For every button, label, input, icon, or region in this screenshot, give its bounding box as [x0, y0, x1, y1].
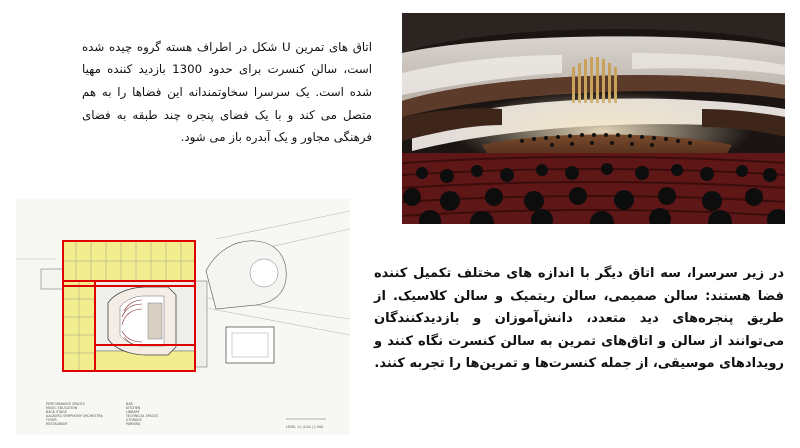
plan-legend: [46, 402, 158, 426]
legend-item: FOYER: [46, 418, 57, 422]
legend-item: MUSIC EDUCATION: [46, 406, 78, 410]
legend-item: BACK STAGE: [46, 410, 67, 414]
legend-item: RESTAURANT: [46, 422, 68, 426]
legend-item: KITCHEN: [126, 406, 141, 410]
intro-paragraph: اتاق های تمرین U شکل در اطراف هسته گروه چیده شده است، سالن کنسرت برای حدود 1300 بازدید کننده مهیا شده است. یک سرسرا سخاوتمندانه این فضاها را به هم متصل می کند و با یک فضای پنجره چند طبقه به فضای فرهنگی مجاور و یک آبدره باز می شود.: [82, 39, 372, 145]
details-paragraph: در زیر سرسرا، سه اتاق دیگر با اندازه های مختلف تکمیل کننده فضا هستند: سالن صمیمی، سالن ریتمیک و سالن کلاسیک. از طریق پنجره‌های دید متعدد، دانش‌آموزان و بازدیدکنندگان می‌توانند از سالن و اتاق‌های تمرین به سالن کنسرت نگاه کنند و رویدادهای موسیقی، از جمله کنسرت‌ها و تمرین‌ها را تجربه کنند.: [374, 266, 784, 372]
scale-bar: [286, 419, 326, 429]
scale-label: LEVEL +/- 0.00 | 1:500: [286, 425, 324, 429]
legend-item: TECHNICAL SPACES: [126, 414, 159, 418]
legend-item: PARKING: [126, 422, 141, 426]
legend-item: STORAGE: [126, 418, 142, 422]
floor-plan-drawing: [16, 199, 350, 435]
legend-item: LIBRARY: [126, 410, 140, 414]
legend-item: AALBORG SYMPHONY ORCHESTRA: [46, 414, 103, 418]
concert-hall-photo: [402, 13, 785, 224]
legend-item: BAR: [126, 402, 133, 406]
legend-item: PERFORMANCE SPACES: [46, 402, 85, 406]
